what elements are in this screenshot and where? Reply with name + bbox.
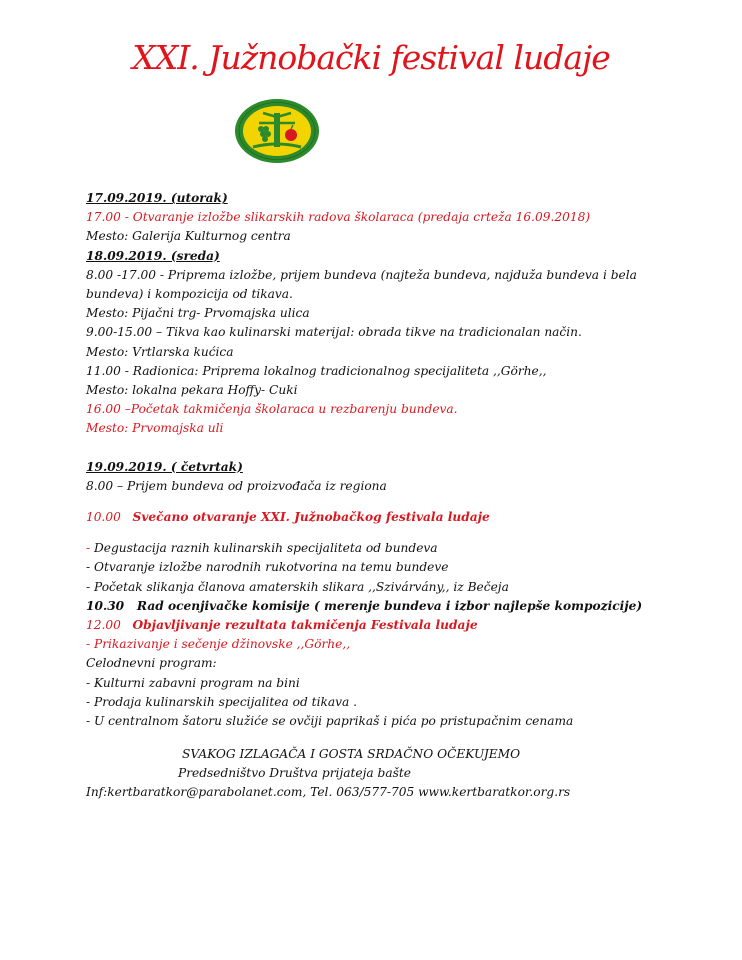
day3-line-11: - Prodaja kulinarskih specijalitea od tikava . [86, 694, 358, 709]
program-schedule [86, 189, 726, 731]
day3-line-7 [86, 616, 726, 635]
day2-line-3: Mesto: Pijačni trg- Prvomajska ulica [86, 306, 310, 321]
day2-line-2: bundeva) i kompozicija od tikava. [86, 287, 293, 302]
spacer [86, 439, 726, 458]
day2-line-7: Mesto: lokalna pekara Hoffy- Cuki [86, 383, 298, 398]
footer-welcome: SVAKOG IZLAGAČA I GOSTA SRDAČNO OČEKUJEMO [182, 747, 521, 761]
day2-line-9: Mesto: Prvomajska uli [86, 421, 224, 436]
day1-date: 17.09.2019. (utorak) [86, 191, 228, 205]
day3-line-4: - Otvaranje izložbe narodnih rukotvorina na temu bundeve [86, 560, 449, 575]
day3-tasting: Degustacija raznih kulinarskih specijaliteta od bundeva [90, 541, 438, 556]
day3-date: 19.09.2019. ( četvrtak) [86, 459, 243, 474]
day3-time-1200: 12.00 [86, 618, 121, 633]
day1-location: Mesto: Galerija Kulturnog centra [86, 229, 291, 244]
day3-line-3 [86, 539, 726, 558]
day3-line-1: 8.00 – Prijem bundeva od proizvođača iz regiona [86, 478, 387, 493]
footer [86, 745, 726, 803]
day3-results: Objavljivanje rezultata takmičenja Festivala ludaje [132, 618, 478, 633]
day3-line-10: - Kulturni zabavni program na bini [86, 675, 300, 690]
day3-line-12: - U centralnom šatoru služiće se ovčiji paprikaš i pića po pristupačnim cenama [86, 714, 574, 729]
day3-time-1000: 10.00 [86, 510, 121, 525]
gardeners-association-seal-icon [233, 97, 321, 165]
day3-line-6 [86, 597, 726, 616]
day3-jury: Rad ocenjivačke komisije ( merenje bundeva i izbor najlepše kompozicije) [136, 598, 643, 613]
dash-marker: - [86, 541, 91, 556]
footer-presidency: Predsedništvo Društva prijateja bašte [178, 766, 411, 781]
day2-line-5: Mesto: Vrtlarska kućica [86, 344, 234, 359]
day3-line-9: Celodnevni program: [86, 656, 217, 671]
day3-line-8: - Prikazivanje i sečenje džinovske ,,Görhe,, [86, 637, 351, 652]
day2-line-1: 8.00 -17.00 - Pripremа izložbe, prijem bundeva (najteža bundeva, najduža bundeva i bela [86, 267, 637, 282]
day3-line-2 [86, 508, 726, 527]
day2-line-4: 9.00-15.00 – Tikva kao kulinarski materijal: obrada tikve na tradicionalan način. [86, 325, 582, 340]
page-title: XXI. Južnobački festival ludaje [132, 38, 610, 77]
footer-contact: Inf:kertbaratkor@parabolanet.com, Tel. 063/577-705 www.kertbaratkor.org.rs [86, 785, 571, 800]
spacer [86, 496, 726, 508]
spacer [86, 527, 726, 539]
day1-event: 17.00 - Otvaranje izložbe slikarskih radova školaraca (predaja crteža 16.09.2018) [86, 210, 591, 225]
day2-line-6: 11.00 - Radionica: Priprema lokalnog tradicionalnog specijaliteta ,,Görhe,, [86, 363, 547, 378]
day3-line-5: - Početak slikanja članova amaterskih slikara ,,Szivárvány,, iz Bečeja [86, 579, 509, 594]
day2-date: 18.09.2019. (sreda) [86, 248, 220, 263]
day2-line-8: 16.00 –Početak takmičenja školaraca u rezbarenju bundeva. [86, 402, 458, 417]
day3-opening: Svečano otvaranje XXI. Južnobačkog festivala ludaje [132, 510, 490, 525]
day3-time-1030: 10.30 [86, 598, 125, 613]
